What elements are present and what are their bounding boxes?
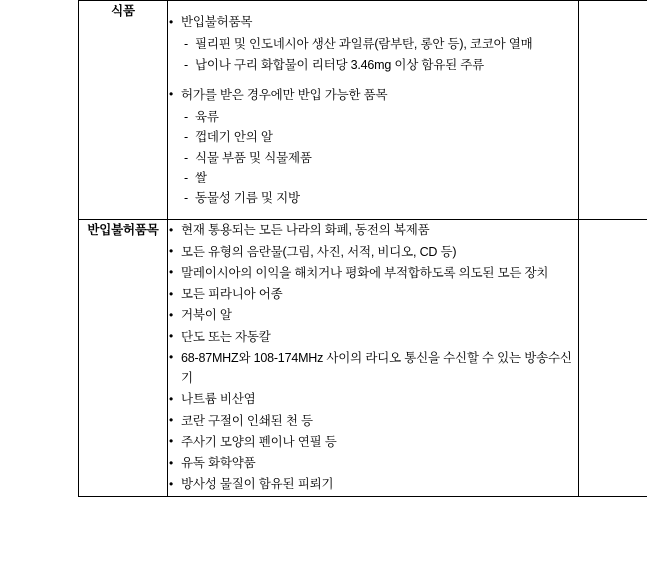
list-item: • 단도 또는 자동칼 <box>168 327 578 347</box>
list-item: • 나트륨 비산염 <box>168 389 578 409</box>
list-item: - 육류 <box>181 107 578 127</box>
table-row-banned <box>79 220 647 496</box>
row-label-banned: 반입불허품목 <box>79 220 168 496</box>
row-label-food: 식품 <box>79 1 168 220</box>
banned-list <box>168 220 578 494</box>
list-item: - 필리핀 및 인도네시아 생산 과일류(람부탄, 롱안 등), 코코아 열매 <box>181 34 578 54</box>
list-item: • 68-87MHZ와 108-174MHz 사이의 라디오 통신을 수신할 수 있는 방송수신기 <box>168 348 578 389</box>
group-heading: 허가를 받은 경우에만 반입 가능한 품목 <box>181 87 388 102</box>
row-content-banned <box>168 220 579 496</box>
food-permitted-list <box>168 85 578 209</box>
list-item: - 동물성 기름 및 지방 <box>181 188 578 208</box>
group-heading: 반입불허품목 <box>181 15 253 29</box>
list-item: • 말레이시아의 이익을 해치거나 평화에 부적합하도록 의도된 모든 장치 <box>168 263 578 283</box>
list-item: • 현재 통용되는 모든 나라의 화폐, 동전의 복제품 <box>168 220 578 240</box>
list-item: • 코란 구절이 인쇄된 천 등 <box>168 411 578 431</box>
food-banned-sublist <box>181 34 578 75</box>
food-permitted-sublist <box>181 107 578 208</box>
list-item: • 거북이 알 <box>168 305 578 325</box>
prohibited-items-table <box>78 0 647 497</box>
row-note-banned <box>579 220 647 496</box>
list-item: - 껍데기 안의 알 <box>181 127 578 147</box>
list-item <box>168 85 578 209</box>
food-list <box>168 12 578 75</box>
list-item: - 식물 부품 및 식물제품 <box>181 148 578 168</box>
list-item: • 유독 화학약품 <box>168 453 578 473</box>
list-item: • 모든 유형의 음란물(그림, 사진, 서적, 비디오, CD 등) <box>168 242 578 262</box>
list-item: • 주사기 모양의 펜이나 연필 등 <box>168 432 578 452</box>
list-item: • 모든 피라니아 어종 <box>168 284 578 304</box>
row-content-food <box>168 1 579 220</box>
list-item: - 쌀 <box>181 168 578 188</box>
row-note-food <box>579 1 647 220</box>
list-item <box>168 12 578 75</box>
list-item: - 납이나 구리 화합물이 리터당 3.46mg 이상 함유된 주류 <box>181 55 578 75</box>
group-spacer <box>168 76 578 85</box>
list-item: • 방사성 물질이 함유된 피뢰기 <box>168 474 578 494</box>
table-row-food <box>79 1 647 220</box>
